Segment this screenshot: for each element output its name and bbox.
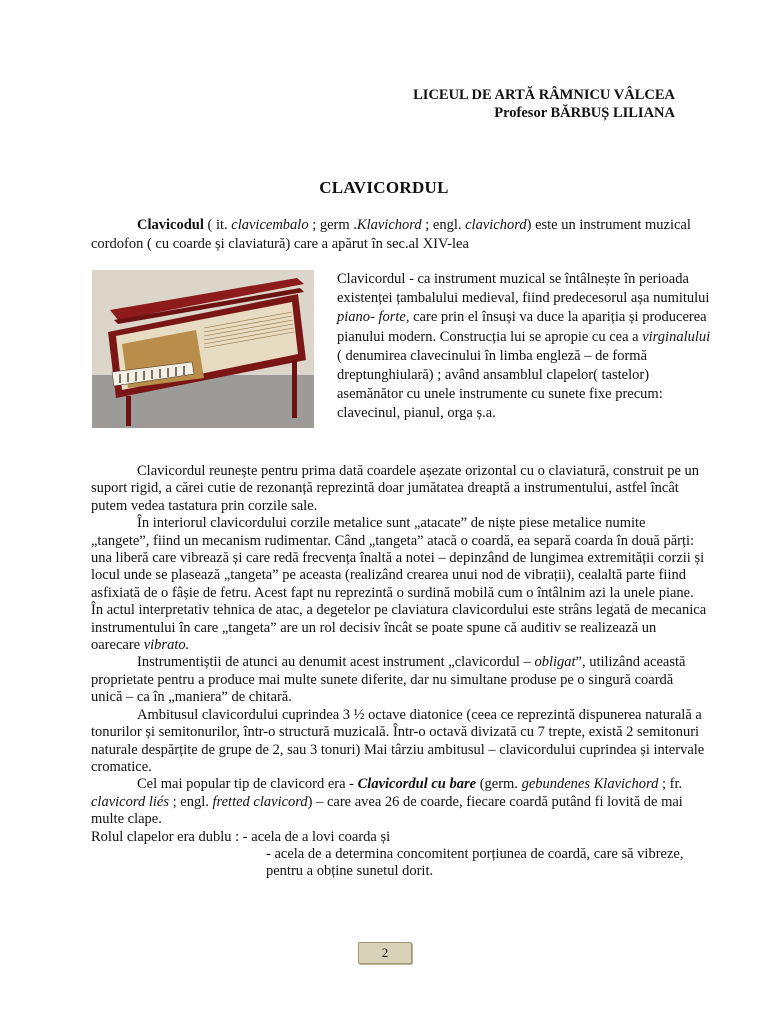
intro-paragraph: Clavicodul ( it. clavicembalo ; germ .Klavichord ; engl. clavichord) este un instrument muzical cordofon ( cu coarde și claviatură) care a apărut în sec.al XIV-lea [91,217,691,252]
clavichord-photo [92,270,314,428]
paragraph-7: - acela de a determina concomitent porțiunea de coardă, care să vibreze, pentru a obține sunetul dorit. [266,845,684,880]
side-paragraph: Clavicordul - ca instrument muzical se întâlnește în perioada existenței țambalului medieval, fiind predecesorul așa numitului piano- forte, care prin el însuși va duce la apariția și producerea pianului modern. Construcția lui se apropie cu cea a virginalului ( denumirea clavecinului în limba engleză – de formă dreptunghiulară) ; având ansamblul clapelor( tastelor) asemănător cu unele instrumente cu sunete fixe precum: clavecinul, pianul, orga ș.a. [337,271,711,422]
paragraph-4: Ambitusul clavicordului cuprindea 3 ½ octave diatonice (ceea ce reprezintă dispunerea naturală a tonurilor și semitonurilor, într-o structură muzicală. Într-o octavă divizată cu 7 trepte, există 2 semitonuri naturale despărțite de grupe de 2, sau 3 tonuri) Mai târziu ambitusul – clavicordului cuprindea și intervale cromatice. [91,706,705,775]
page-title: CLAVICORDUL [319,178,449,197]
document-header [413,86,675,122]
page-number-badge: 2 [358,942,412,964]
teacher-name: Profesor BĂRBUȘ LILIANA [494,105,675,121]
paragraph-1: Clavicordul reunește pentru prima dată coardele așezate orizontal cu o claviatură, construit pe un suport rigid, a cărei cutie de rezonanță reprezintă doar jumătatea dreaptă a instrumentului, astfel încât putem vedea tastatura prin corzile sale. [91,463,700,514]
paragraph-2: În interiorul clavicordului corzile metalice sunt „atacate” de niște piese metalice numite „tangete”, fiind un mecanism rudimentar. Când „tangeta” atacă o coardă, ea separă coarda în două părți: una liberă care vibrează și care redă frecvența înaltă a notei – depinzând de lungimea extremității corzii și locul unde se plasează „tangeta” pe aceasta (realizând crearea unui nod de vibrații), cealaltă parte fiind asfixiată de o fâșie de fetru. Acest fapt nu reprezintă o surdină mobilă cum o întâlnim azi la unele piane. În actul interpretativ tehnica de atac, a degetelor pe claviatura clavicordului este strâns legată de mecanica instrumentului în care „tangeta” are un rol decisiv încât se poate spune că auditiv se realizează un oarecare vibrato. [91,515,707,654]
clavichord-illustration [92,270,314,428]
body-text [91,463,707,881]
paragraph-6: Rolul clapelor era dublu : - acela de a lovi coarda și [91,828,391,845]
paragraph-5: Cel mai popular tip de clavicord era - Clavicordul cu bare (germ. gebundenes Klavichord ; fr. clavicord liés ; engl. fretted clavicord) – care avea 26 de coarde, fiecare coardă putând fi lovită de mai multe clape. [91,776,683,828]
paragraph-3: Instrumentiștii de atunci au denumit acest instrument „clavicordul – obligat”, utilizând această proprietate pentru a produce mai multe sunete diferite, dar nu simultane produse pe o singură coardă unică – ca în „maniera” de chitară. [91,654,686,706]
intro-term: Clavicodul [137,217,204,233]
school-name: LICEUL DE ARTĂ RÂMNICU VÂLCEA [413,87,675,103]
